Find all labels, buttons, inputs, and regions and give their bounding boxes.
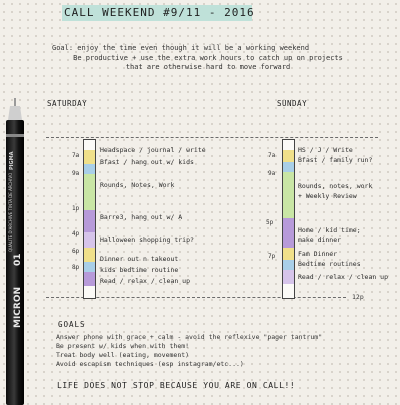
goals-heading: GOALS [58,320,86,329]
sat-item: Read / relax / clean up [100,277,191,285]
sat-item: Rounds, Notes, Work [100,181,175,189]
sat-block-purple-2 [84,272,95,286]
sun-hour-9a: 9a [268,170,276,177]
sat-block-blue [84,164,95,174]
sun-item: Home / kid time; [298,226,361,234]
sun-item: make dinner [298,236,342,244]
sat-hour-6p: 6p [72,248,80,255]
timeline-top-rule [46,137,378,138]
pen-brand: MICRON [13,286,23,328]
goals-list [56,333,322,369]
sun-block-green [283,172,294,218]
sun-block-purple [283,218,294,248]
pen-band [6,134,24,137]
sat-item: Bfast / hang out w/ kids [100,158,194,166]
sun-hour-7a: 7a [268,152,276,159]
goal-line-3: that are otherwise hard to move forward [125,63,291,71]
sun-item: Bedtime routines [298,260,361,268]
footer-motto: LIFE DOES NOT STOP BECAUSE YOU ARE ON CALL!! [57,381,296,390]
saturday-timeline [83,139,96,299]
sat-item: Barre3, hang out w/ A [100,213,183,221]
goal-line-1: Goal: enjoy the time even though it will be a working weekend [52,44,310,52]
sat-item: Dinner out n takeout [100,255,179,263]
end-time-label: 12p [352,293,364,301]
sat-item: kids bedtime routine [100,266,179,274]
sat-hour-8p: 8p [72,264,80,271]
micron-pen [0,98,32,405]
sat-block-green [84,174,95,210]
sun-item: Rounds, notes, work [298,182,373,190]
pen-text: QUALITE D'ARCHIVE TINTA DE ARCHIVO [8,172,13,252]
sun-block-blue [283,162,294,172]
sunday-label: SUNDAY [277,99,308,108]
sat-block-blue-2 [84,262,95,272]
goal-item: Avoid escapism techniques (esp instagram/etc...) [56,360,244,368]
goal-item: Treat body well (eating, movement) [56,351,190,359]
sun-block-early [283,140,294,150]
sun-item: Fam Dinner [298,250,338,258]
sat-hour-9a: 9a [72,170,80,177]
sun-block-yellow [283,150,294,162]
sun-block-lilac [283,270,294,284]
sat-block-lilac [84,232,95,248]
sun-item: HS / J / Write [298,146,353,154]
goal-item: Be present w/ kids when with them! [56,342,190,350]
sunday-timeline [282,139,295,299]
sat-hour-4p: 4p [72,230,80,237]
sun-item: + Weekly Review [298,192,357,200]
goal-line-2: Be productive + use the extra work hours to catch up on projects [73,53,343,62]
sat-block-early [84,140,95,150]
sat-block-purple [84,210,95,232]
sun-hour-7p: 7p [268,253,276,260]
sun-item: Read / relax / clean up [298,273,389,281]
sun-block-blue-2 [283,260,294,270]
sat-block-yellow-2 [84,248,95,262]
sat-block-yellow [84,150,95,164]
weekend-goal [52,44,358,73]
sun-block-yellow-2 [283,248,294,260]
sat-hour-7a: 7a [72,152,80,159]
sat-hour-1p: 1p [72,205,80,212]
saturday-label: SATURDAY [47,99,88,108]
pen-tip [14,98,16,106]
goal-item: Answer phone with grace + calm - avoid the reflexive "pager tantrum" [56,333,323,341]
sun-hour-5p: 5p [266,219,274,226]
sat-item: Halloween shopping trip? [100,236,194,244]
pen-nose [8,106,22,120]
page-title: CALL WEEKEND #9/11 - 2016 [64,6,255,19]
pen-model: PIGMA [9,151,15,170]
pen-size: 01 [13,253,23,266]
sat-item: Headspace / journal / write [100,146,206,154]
sun-item: Bfast / family run? [298,156,373,164]
